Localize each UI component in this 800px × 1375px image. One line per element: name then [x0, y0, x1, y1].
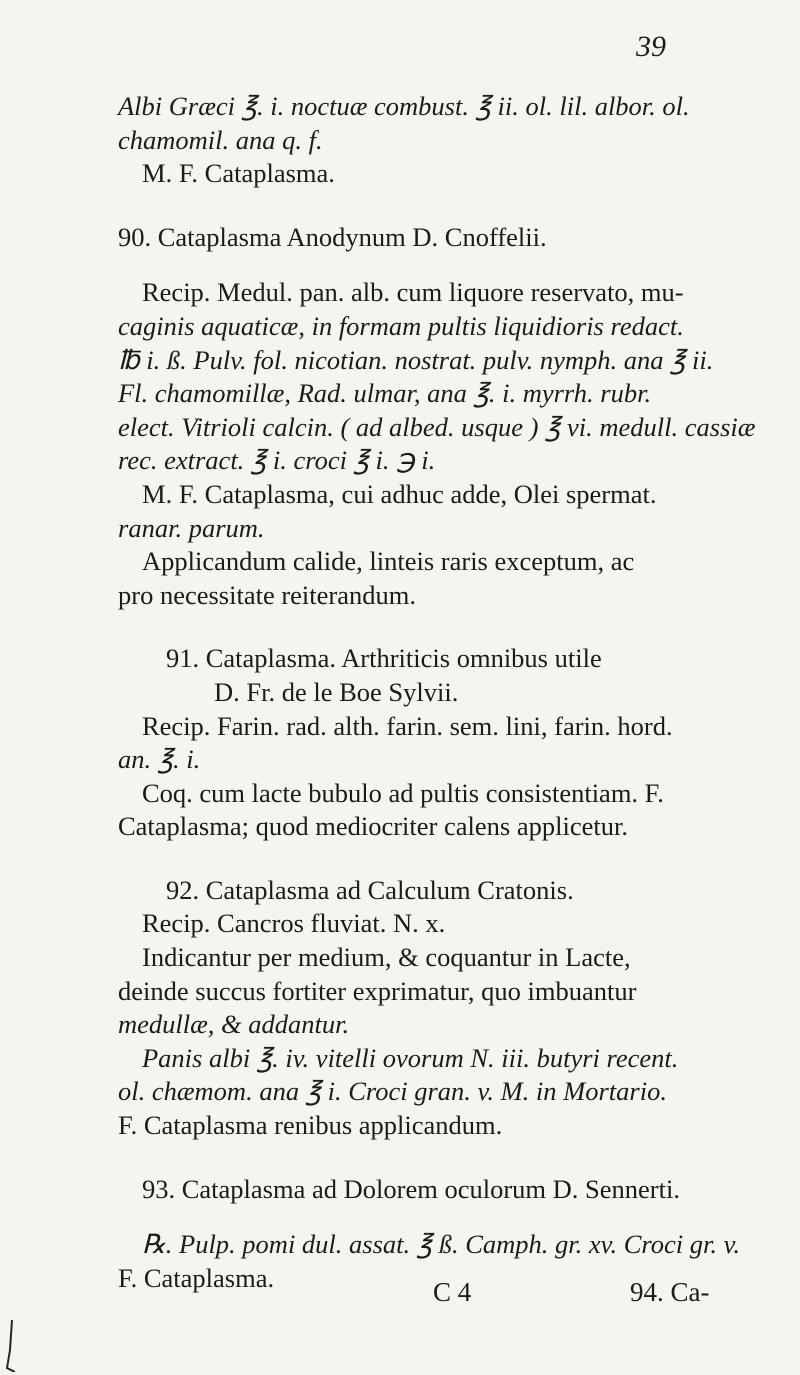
- text-line: M. F. Cataplasma, cui adhuc adde, Olei spermat.: [142, 478, 657, 509]
- text-line: Indicantur per medium, & coquantur in Lacte,: [142, 942, 631, 973]
- recipe-heading-92: 92. Cataplasma ad Calculum Cratonis.: [166, 874, 574, 905]
- text-line: ℞. Pulp. pomi dul. assat. ℥ ß. Camph. gr. xv. Croci gr. v.: [142, 1229, 741, 1260]
- text-line: deinde succus fortiter exprimatur, quo imbuantur: [118, 975, 637, 1006]
- text-line: elect. Vitrioli calcin. ( ad albed. usque ) ℥ vi. medull. cassiæ: [118, 411, 756, 442]
- page-number: 39: [636, 30, 666, 63]
- text-line: an. ℥. i.: [118, 744, 201, 775]
- text-line: Albi Græci ℥. i. noctuæ combust. ℥ ii. ol. lil. albor. ol.: [118, 91, 690, 121]
- catchword: 94. Ca-: [630, 1277, 710, 1307]
- text-line: Recip. Farin. rad. alth. farin. sem. lini, farin. hord.: [142, 710, 673, 741]
- text-line: chamomil. ana q. f.: [118, 124, 323, 155]
- page-text: [118, 90, 758, 1295]
- text-line: F. Cataplasma.: [118, 1262, 275, 1293]
- signature-mark: C 4: [433, 1277, 472, 1307]
- text-line: Cataplasma; quod mediocriter calens applicetur.: [118, 811, 628, 842]
- text-line: ℔ i. ß. Pulv. fol. nicotian. nostrat. pulv. nymph. ana ℥ ii.: [118, 344, 714, 375]
- text-line: Recip. Cancros fluviat. N. x.: [142, 908, 446, 939]
- text-line: Panis albi ℥. iv. vitelli ovorum N. iii. butyri recent.: [142, 1042, 679, 1073]
- recipe-heading-93: 93. Cataplasma ad Dolorem oculorum D. Sennerti.: [142, 1173, 680, 1204]
- text-line: pro necessitate reiterandum.: [118, 579, 416, 610]
- text-line: caginis aquaticæ, in formam pultis liquidioris redact.: [118, 310, 684, 341]
- recipe-heading-90: 90. Cataplasma Anodynum D. Cnoffelii.: [118, 221, 547, 252]
- text-line: D. Fr. de le Boe Sylvii.: [214, 676, 459, 707]
- text-line: ranar. parum.: [118, 512, 265, 543]
- recipe-heading-91: 91. Cataplasma. Arthriticis omnibus utile: [166, 643, 602, 674]
- text-line: F. Cataplasma renibus applicandum.: [118, 1110, 503, 1141]
- text-line: Fl. chamomillæ, Rad. ulmar, ana ℥. i. myrrh. rubr.: [118, 378, 652, 409]
- text-line: Coq. cum lacte bubulo ad pultis consistentiam. F.: [142, 777, 664, 808]
- text-line: rec. extract. ℥ i. croci ℥ i. ℈ i.: [118, 445, 436, 476]
- text-line: Applicandum calide, linteis raris exceptum, ac: [142, 546, 635, 577]
- text-line: ol. chæmom. ana ℥ i. Croci gran. v. M. in Mortario.: [118, 1076, 667, 1107]
- text-line: M. F. Cataplasma.: [142, 158, 335, 189]
- text-line: medullæ, & addantur.: [118, 1009, 350, 1040]
- margin-ink-mark: [3, 1320, 17, 1372]
- text-line: Recip. Medul. pan. alb. cum liquore reservato, mu-: [142, 277, 684, 308]
